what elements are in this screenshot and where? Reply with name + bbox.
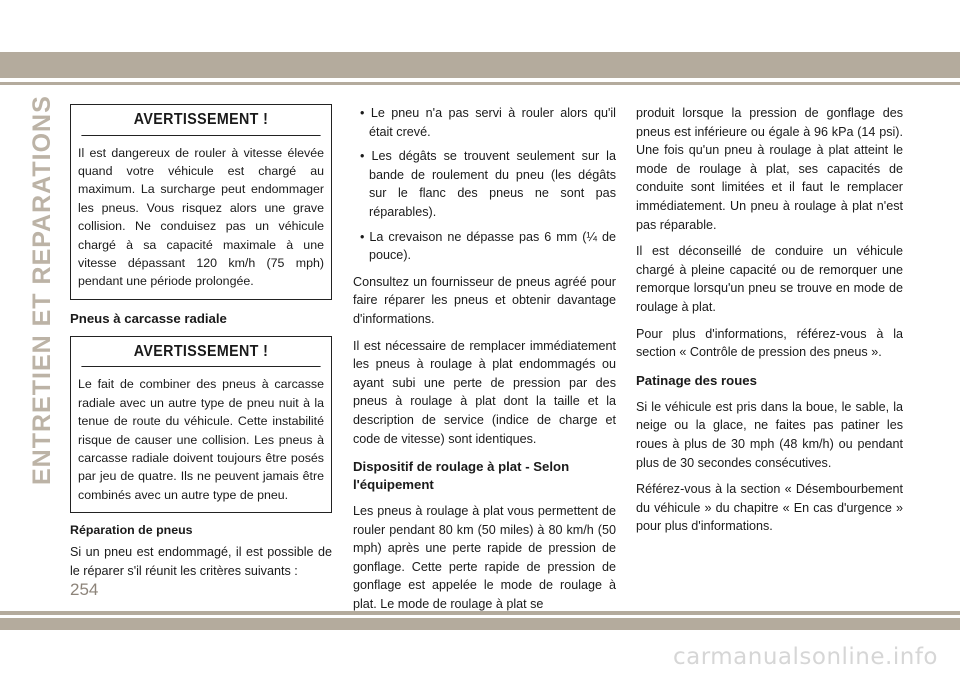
warning-text: Le fait de combiner des pneus à carcasse radiale avec un autre type de pneu nuit à la tenue de route du véhicule. Cette instabilité risque de causer une collision. Les pneus à carcasse radiale doivent toujours être posés par jeu de quatre. Ils ne peuvent jamais être combinés avec un autre type de pneu.	[78, 377, 324, 502]
list-item: • Le pneu n'a pas servi à rouler alors qu'il était crevé.	[353, 104, 616, 141]
paragraph: Il est déconseillé de conduire un véhicule chargé à pleine capacité ou de remorquer une remorque lorsqu'un pneu se trouve en mode de roulage à plat.	[636, 244, 903, 314]
warning-box-speed	[70, 104, 332, 300]
header-bar	[0, 52, 960, 78]
footer-rule	[0, 611, 960, 615]
header-band	[0, 0, 960, 50]
heading-wheel-spin: Patinage des roues	[636, 372, 757, 388]
paragraph: Si le véhicule est pris dans la boue, le sable, la neige ou la glace, ne faites pas patiner les roues à plus de 30 mph (48 km/h) ou pendant plus de 30 secondes consécutives.	[636, 399, 903, 470]
paragraph: Les pneus à roulage à plat vous permettent de rouler pendant 80 km (50 miles) à 80 km/h (50 mph) après une perte rapide de pression de gonflage. Cette perte rapide de pression de gonflage est appelée le mode de roulage à plat. Le mode de roulage à plat se	[353, 504, 616, 612]
list-item: • Les dégâts se trouvent seulement sur la bande de roulement du pneu (les dégâts sur le flanc des pneus ne sont pas réparables).	[353, 147, 616, 221]
paragraph: Si un pneu est endommagé, il est possible de le réparer s'il réunit les critères suivants :	[70, 545, 332, 578]
paragraph: Pour plus d'informations, référez-vous à la section « Contrôle de pression des pneus ».	[636, 326, 903, 360]
heading-radial-tires: Pneus à carcasse radiale	[70, 310, 227, 326]
list-item: • La crevaison ne dépasse pas 6 mm (¼ de pouce).	[353, 228, 616, 265]
footer-bar	[0, 618, 960, 630]
heading-run-flat: Dispositif de roulage à plat - Selon l'équipement	[353, 459, 570, 493]
warning-title: AVERTISSEMENT !	[81, 105, 320, 136]
warning-box-radial	[70, 336, 332, 513]
watermark: carmanualsonline.info	[672, 644, 938, 670]
page-number: 254	[70, 580, 99, 599]
criteria-list	[353, 104, 616, 265]
warning-title: AVERTISSEMENT !	[81, 337, 320, 368]
column-1	[70, 104, 332, 588]
header-rule	[0, 82, 960, 85]
warning-text: Il est dangereux de rouler à vitesse élevée quand votre véhicule est chargé au maximum. La surcharge peut endommager les pneus. Vous risquez alors une grave collision. Ne conduisez pas un véhicule chargé à sa capacité maximale à une vitesse dépassant 120 km/h (75 mph) pendant une période prolongée.	[78, 145, 324, 289]
section-title-vertical: ENTRETIEN ET REPARATIONS	[28, 95, 56, 485]
paragraph: produit lorsque la pression de gonflage des pneus est inférieure ou égale à 96 kPa (14 psi). Une fois qu'un pneu à roulage à plat atteint le mode de roulage à plat, ses capacités de conduite sont limitées et il faut le remplacer immédiatement. Un pneu à roulage à plat n'est pas réparable.	[636, 106, 903, 232]
paragraph: Consultez un fournisseur de pneus agréé pour faire réparer les pneus et obtenir davantage d'informations.	[353, 274, 616, 326]
paragraph: Il est nécessaire de remplacer immédiatement les pneus à roulage à plat endommagés ou ayant subi une perte de pression par des pneus à roulage à plat dont la taille et la description de service (indice de charge et code de vitesse) sont identiques.	[353, 338, 616, 446]
column-3	[636, 104, 903, 544]
column-2	[353, 104, 616, 622]
heading-tire-repair: Réparation de pneus	[70, 523, 193, 538]
paragraph: Référez-vous à la section « Désembourbement du véhicule » du chapitre « En cas d'urgence » pour plus d'informations.	[636, 482, 903, 534]
